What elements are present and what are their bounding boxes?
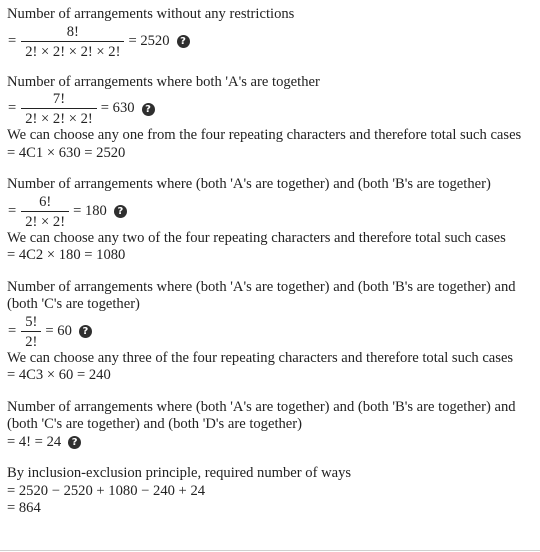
calculation: = 4C1 × 630 = 2520 [7, 144, 126, 161]
fraction [21, 24, 124, 60]
result: = 60 [45, 322, 72, 339]
formula [7, 194, 540, 230]
denominator: 2! × 2! × 2! × 2! [21, 41, 124, 60]
statement-line-2: (both 'C's are together) and (both 'D's are together) [7, 416, 302, 432]
result: = 630 [100, 100, 135, 117]
section-abcd-together [7, 399, 540, 452]
section-ab-together [7, 176, 540, 265]
denominator: 2! × 2! × 2! [21, 108, 97, 127]
statement: Number of arrangements where both 'A's are together [7, 73, 320, 90]
statement: Number of arrangements without any restrictions [7, 6, 295, 22]
equals-sign: = [8, 32, 17, 49]
equals-sign: = [8, 100, 17, 117]
statement: By inclusion-exclusion principle, required number of ways [7, 465, 352, 481]
formula [7, 314, 540, 350]
help-circle-icon[interactable]: ? [142, 103, 155, 116]
statement-line-1: Number of arrangements where (both 'A's are together) and (both 'B's are together) and [7, 278, 516, 295]
numerator: 8! [66, 23, 79, 40]
explanation: We can choose any three of the four repeating characters and therefore total such cases [7, 349, 514, 366]
section-a-together [7, 74, 540, 163]
numerator: 7! [52, 91, 66, 107]
equals-sign: = [8, 322, 17, 339]
numerator: 6! [39, 193, 52, 210]
calculation: = 4C2 × 180 = 1080 [7, 247, 126, 263]
result: = 2520 [128, 32, 170, 49]
denominator: 2! [21, 331, 41, 350]
explanation: We can choose any two of the four repeating characters and therefore total such cases [7, 229, 506, 246]
fraction [21, 314, 41, 350]
calculation: = 4C3 × 60 = 240 [7, 367, 111, 383]
section-inclusion-exclusion [7, 465, 540, 518]
fraction [21, 194, 69, 230]
statement-line-1: Number of arrangements where (both 'A's are together) and (both 'B's are together) and [7, 398, 516, 415]
section-abc-together [7, 279, 540, 385]
help-circle-icon[interactable]: ? [114, 205, 127, 218]
statement-line-2: (both 'C's are together) [7, 296, 140, 312]
formula [7, 24, 540, 60]
result: = 180 [73, 202, 107, 219]
final-answer: = 864 [7, 500, 41, 516]
divider [0, 550, 540, 551]
statement: Number of arrangements where (both 'A's are together) and (both 'B's are together) [7, 176, 491, 192]
formula [7, 434, 540, 452]
help-circle-icon[interactable]: ? [79, 325, 92, 338]
section-no-restrictions [7, 6, 540, 60]
denominator: 2! × 2! [21, 211, 69, 230]
fraction [21, 91, 97, 127]
numerator: 5! [25, 313, 38, 330]
help-circle-icon[interactable]: ? [177, 35, 190, 48]
formula [7, 91, 540, 127]
equals-sign: = [8, 202, 17, 219]
calculation: = 2520 − 2520 + 1080 − 240 + 24 [7, 482, 206, 499]
help-circle-icon[interactable]: ? [68, 436, 81, 449]
explanation: We can choose any one from the four repeating characters and therefore total such cases [7, 127, 522, 143]
result: = 4! = 24 [7, 433, 62, 450]
